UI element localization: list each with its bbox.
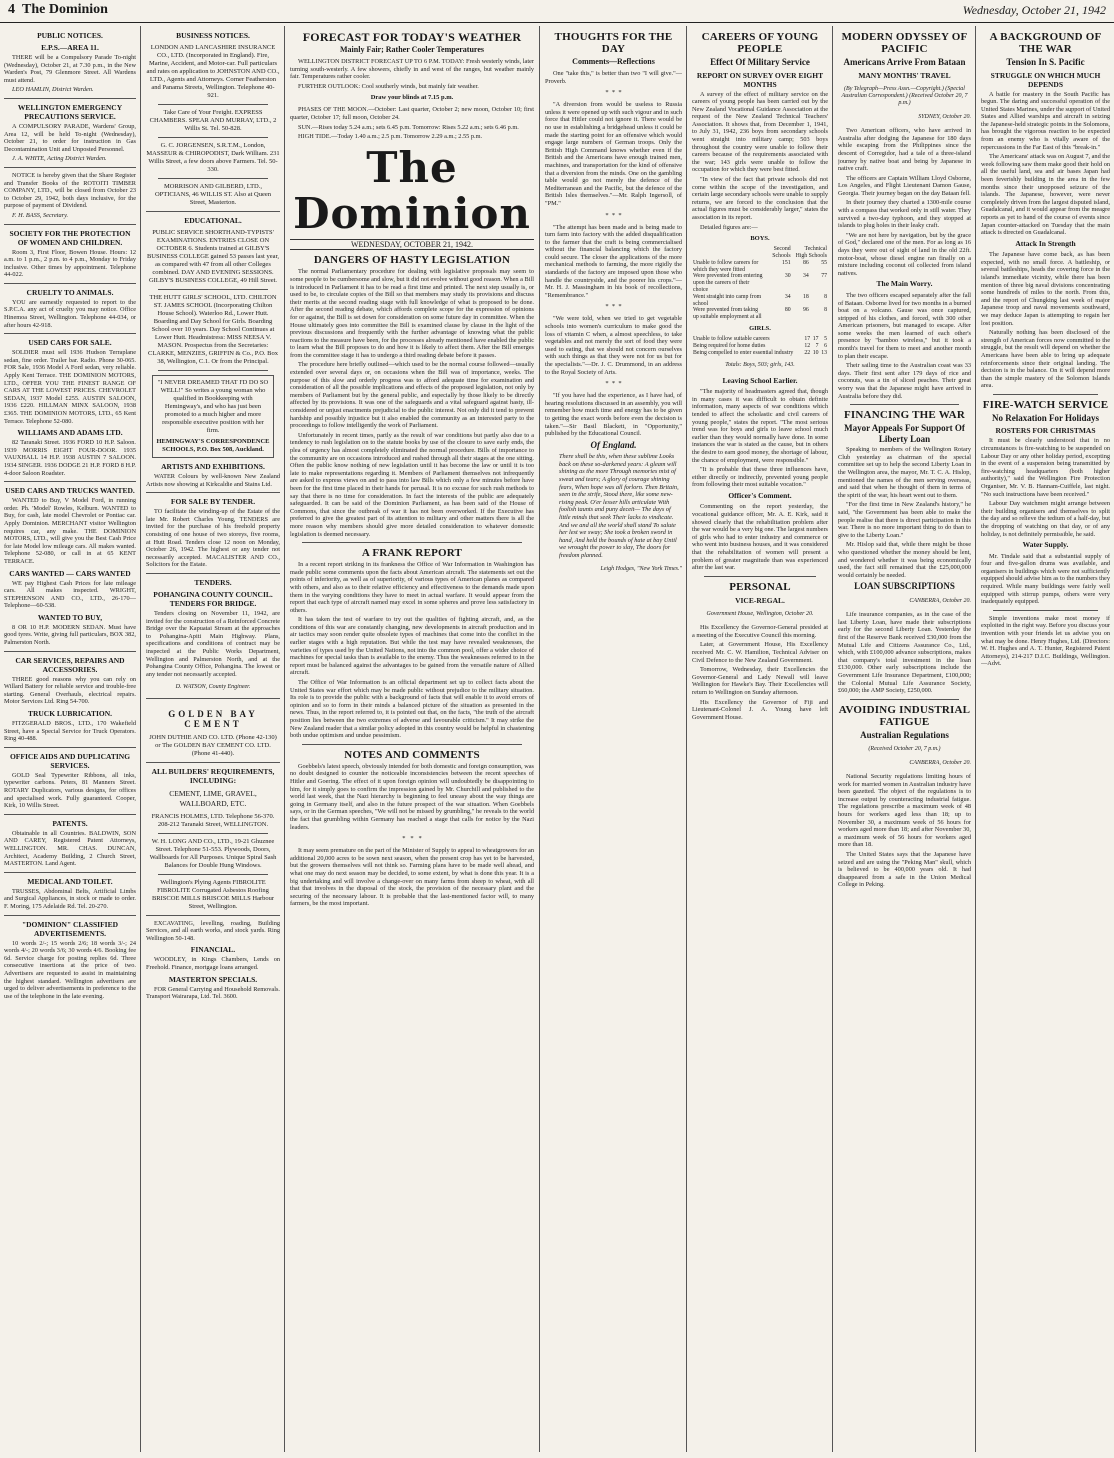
careers-subheading: Effect Of Military Service <box>710 57 810 67</box>
background-subheading: STRUGGLE ON WHICH MUCH DEPENDS <box>990 70 1101 89</box>
ad-box <box>152 375 274 458</box>
thought-item: "We were told, when we tried to get vegetable schools into women's curriculum to make good the loss of vitamin C when, a almost speechless, to take vegetables and not merely the sort of food they were used to eating, that we should not concern ourselves with such things as that they were not for us but for the specialists."—Dr. J. C. Drummond, in an address to the Royal Society of Arts. <box>545 315 682 376</box>
article-paragraph: "We are not here by navigation, but by the grace of God," declared one of the men. For as long as 16 days they were out of sight of land in the old 22ft. motor-boat, whose diesel engine ran finally on a mixture including coconut oil collected from island natives. <box>838 231 971 277</box>
section-heading: TRUCK LUBRICATION. <box>27 709 113 719</box>
leader-paragraph: It has taken the test of warfare to try out the qualities of fighting aircraft, and, as the conditions of this war are constantly changing, new developments in aircraft production and in air tactics may soon render quite obsolete types of machines that come into the conflict in the earlier stages with a high reputation. But while the test may have revealed weaknesses, the varieties of types used by the United Nations, not into the common pool, offer a wider choice of machines for special tasks than is available to the enemy. Thus the weaknesses referred to in the report must be balanced against the advantages to be gained from the versatile nature of Allied aircraft. <box>290 616 534 677</box>
column-rule <box>832 26 833 1452</box>
fire-watch-subheading: No Relaxation For Holidays <box>991 412 1100 423</box>
ad-title: CARS WANTED — CARS WANTED <box>9 568 131 578</box>
fire-watch-heading: FIRE-WATCH SERVICE <box>982 398 1109 411</box>
column-background <box>981 28 1110 1450</box>
column-careers <box>692 28 828 1450</box>
ad-body: WE pay Highest Cash Prices for late mileage cars. All makes inspected. WRIGHT, STEPHENSON AND CO., LTD., 26-170—Telephone—60-538. <box>4 579 136 610</box>
article-paragraph: The Americans' attack was on August 7, and the week following saw them make good their hold on all the useful land, sea and air bases Japan had been feverishly building in the area in the few months since their unopposed seizure of the islands. The Japanese, however, were never completely driven from the largest disputed island, Guadalcanal, and it would appear from the meagre reports as yet to hand of the course of events since Japan counter-attacked on Tuesday that the main attack is directed on Guadalcanal. <box>981 153 1110 237</box>
notes-heading: NOTES AND COMMENTS <box>344 748 480 761</box>
ad-body: THREE good reasons why you can rely on Willard Battery for reliable service and trouble-free starting. General Overhauls, electrical repairs. Motor Services Ltd. Ring 54-700. <box>4 675 136 706</box>
article-paragraph: Speaking to members of the Wellington Rotary Club yesterday as chairman of the special committee set up to help the second Liberty Loan in the Wellington area, the mayor, Mr. T. C. A. Hislop, mentioned the names of the men serving overseas, and said that when he thought of them in terms of the spirit of the war, his heart went out to them. <box>838 446 971 499</box>
ad-body: W. H. LONG AND CO., LTD., 19-21 Ghuznee Street. Telephone 51-553. Plywoods, Doors, Wallboards for All Purposes. Unique Spiral Sash Balances for Double Hung Windows. <box>149 837 277 869</box>
notice-body: NOTICE is hereby given that the Share Register and Transfer Books of the ROTOITI TIMBER COMPANY, LTD., will be closed from October 23 to October 29, 1942, both days inclusive, for the purpose of payment of Dividend. <box>4 171 136 210</box>
section-divider-stars: * * * <box>605 380 622 388</box>
notes-paragraph: Goebbels's latest speech, obviously intended for both domestic and foreign consumption, was no doubt designed to counter the noticeable inconsistencies between the recent speeches of Hitler and Goering. The effect of it upon foreign opinion will undoubtedly be disappointing to him, for it simply goes to confirm the impression gained by Mr. Churchill and published to the world last week, that the Nazi hierarchy is beginning to feel uneasy about the way things are going in Germany itself, and also in the future prospect of the war situation. When Goebbels says, or in the German speeches, "We will not be missed by grumbling," he reveals to the world the fact that grumbling within Germany has reached a stage that calls for notice by the Nazi leaders. <box>290 762 534 831</box>
section-divider-stars: * * * <box>605 89 622 97</box>
ad-body: PUBLIC SERVICE SHORTHAND-TYPISTS' EXAMINATIONS. ENTRIES CLOSE ON OCTOBER 6. Students trained at GILBY'S BUSINESS COLLEGE gained 53 passes last year, as compared with 47 from all other Colleges combined. DAY AND EVENING SESSIONS. GILBY'S BUSINESS COLLEGE, 49 Hill Street. <box>146 229 280 284</box>
ad-body: Wellington's Plying Agents FIBROLITE FIBROLITE Corrugated Asbestos Roofing BRISCOE MILLS BRISCOE MILLS Harbour Street, Wellington. <box>151 878 275 910</box>
article-paragraph: The United States says that the Japanese have seized and are using the "Peking Man" skull, which is believed to be 400,000 years old. It had disappeared from a safe in the Union Medical College in Peking. <box>838 851 971 889</box>
table-row: Unable to follow careers for which they were fitted 151 86 55 <box>693 259 827 273</box>
ad-body: LONDON AND LANCASHIRE INSURANCE CO., LTD. (Incorporated in England). Fire, Marine, Accident, and Motor-car. Full particulars and rates on application to JOHNSTON AND CO., LTD., Agents and Attorneys. Corner Featherston and Panama Streets, Wellington. Telephone 40-921. <box>146 44 280 99</box>
ad-body: TO facilitate the winding-up of the Estate of the late Mr. Robert Charles Young, TENDERS are invited for the purchase of his freehold property consisting of one house of two storeys, five rooms, at Hutt Road. Tenders close 12 noon on Monday, October 26, 1942. The highest or any tender not necessarily accepted. MACALISTER AND CO., Solicitors for the Estate. <box>146 508 280 569</box>
table-row: Were prevented from entering upon the careers of their choice 30 34 77 <box>693 273 827 293</box>
section-heading: CAR SERVICES, REPAIRS AND ACCESSORIES. <box>15 655 125 674</box>
article-paragraph: "It is probable that these three influences have, either directly or indirectly, prevented young people from following their most suitable vocation." <box>692 466 828 489</box>
article-paragraph: "In view of the fact that private schools did not come within the scope of the investigation, and certain large secondary schools were unable to supply returns, we are forced to the conclusion that the actual figures must be considerably larger," states the association in its report. <box>692 176 828 221</box>
ad-body: CEMENT, LIME, GRAVEL, WALLBOARD, ETC. <box>169 788 257 808</box>
section-divider-stars: * * * <box>605 211 622 219</box>
personal-heading: PERSONAL <box>729 580 791 593</box>
table-header: Technical High Schools <box>795 246 827 259</box>
article-paragraph: Life insurance companies, as in the case of the last Liberty Loan, have made their subscriptions early for the second Liberty Loan. Yesterday the first of the Reserve Bank received £30,000 from the Mutual Life and Citizens Assurance Co., Ltd., which, with £100,000 advance subscriptions, makes that company's total investment in the loan £130,000. Other early subscriptions include the Government Life Insurance Department, £100,000; the Colonial Mutual Life Assurance Society, £60,000; the AMP Society, £250,000. <box>838 611 971 695</box>
ad-title: WANTED TO BUY, <box>37 612 103 622</box>
article-subheading: Officer's Comment. <box>728 490 792 500</box>
leader-paragraph: The Office of War Information is an official department set up to collect facts about the United States war effort which may be made public without prejudice to the military situation. Its role is to provide the public with a background of facts that will enable it to avoid errors of opinion and so to form in their minds a balanced picture of the situation as presented in the news. Thus, in the report referred to, it is pointed out that, on the facts, "the truth of the aircraft position lies between the two extremes of adverse and favourable criticism." It may strike the New Zealand reader that a similar policy adopted in this country would be helpful in chastening both undue optimism and undue pessimism. <box>290 679 534 740</box>
column-editorial <box>290 28 534 1450</box>
ad-title: POHANGINA COUNTY COUNCIL. TENDERS FOR BRIDGE. <box>153 589 273 608</box>
thought-item: "A diversion from would be useless to Russia unless it were opened up with such vigour and in such force that Hitler could not ignore it. There would be no use in establishing a bridgehead unless it could be made the starting point for an offensive which would engage large numbers of German troops. Only the British High Command knows whether even if the British and the Americans have enough trained men, machines, and transportation for the kind of offensive that a diversion from the minds. One on the gambling table would go not merely the defence of the Mediterranean and the Pacific, but the defence of the British Isles themselves."—Mr. Ralph Ingersoll, of "PM." <box>545 101 682 207</box>
section-heading: EDUCATIONAL. <box>184 216 242 225</box>
section-heading: MASTERTON SPECIALS. <box>168 974 258 984</box>
table-totals: Totals: Boys, 503; girls, 143. <box>725 362 795 369</box>
section-heading: TENDERS. <box>194 577 232 587</box>
page-masthead <box>0 0 1114 23</box>
table-title: BOYS. <box>750 235 770 243</box>
leader-paragraph: In a recent report striking in its frankness the Office of War Information in Washington has made public some comments upon the facts about American aircraft. The statements set out the points of inferiority, as well as of superiority, of various types of American planes as compared with others, and also as to their relative efficiency and effectiveness to the demands made upon them in the varying conditions they have to meet in actual warfare. It would appear from the report that each type of aircraft named may excel in some spheres and prove less satisfactory in others. <box>290 561 534 614</box>
dateline: SYDNEY, October 20. <box>918 113 971 120</box>
avoid-subheading: Australian Regulations <box>860 729 949 740</box>
vice-regal-heading: VICE-REGAL. <box>735 595 785 605</box>
article-paragraph: The Japanese have come back, as has been expected, with no small force. A battleship, or several battleships, heads the covering force in the island's immediate vicinity, while there has been mention of three big naval divisions concentrating some hundreds of miles to the north. From this, and the report of Chungking last week of major Japanese troop and naval movements southward, we may deduce Japan is attempting to regain her lost position. <box>981 251 1110 327</box>
blinds-notice: Draw your blinds at 7.15 p.m. <box>370 94 454 102</box>
ad-body: 8 OR 10 H.P. MODERN SEDAN. Must have good tyres. Write, giving full particulars, BOX 382, Palmerston North. <box>4 623 136 647</box>
ad-body: MORRISON AND GILBERD, LTD., OPTICIANS, 46 WILLIS ST. Also at Queen Street, Masterton. <box>154 183 272 206</box>
careers-subheading: REPORT ON SURVEY OVER EIGHT MONTHS <box>696 70 824 89</box>
column-rule <box>140 26 141 1452</box>
article-paragraph: Their sailing time to the Australian coast was 33 days. Their first sent after 179 days of rice and coconuts, was a tin of sliced peaches. Their great worry was that the Japanese might have arrived in Australia before they did. <box>838 362 971 400</box>
press-credit: (By Telegraph—Press Assn.—Copyright.) (Special Australian Correspondent.) (Received October 20, 7 p.m.) <box>841 85 968 107</box>
ad-body: GOLD Seal Typewriter Ribbons, all inks, typewriter carbons. Peters, 81 Manners Street. ROTARY Duplicators, various designs, for offices and specialised work. Fully guaranteed. Cooper, Kirk, 10 Willis Street. <box>4 771 136 810</box>
notice-signature: LEO HAMLIN, District Warden. <box>12 86 94 94</box>
weather-outlook: FURTHER OUTLOOK: Cool southerly winds, but mainly fair weather. <box>298 82 479 90</box>
section-heading: BUSINESS NOTICES. <box>176 31 250 40</box>
thought-item: "If you have had the experience, as I have had, of hearing resolutions discussed in an assembly, you will remember how much time and energy has to be given to getting the exact words before even the decision is taken."—Sir Basil Blackett, in "Opportunity," published by the Educational Council. <box>545 392 682 438</box>
page-number-and-title: 4 The Dominion <box>8 2 108 17</box>
ad-body: Take Care of Your Freight. EXPRESS CHAMBERS. SPEAR AND MURRAY, LTD., 2 Willis St. Tel. 50-828. <box>149 109 277 132</box>
avoid-heading: AVOIDING INDUSTRIAL FATIGUE <box>838 703 971 728</box>
article-paragraph: National Security regulations limiting hours of work for married women in Australian industry have been gazetted. The object of the regulations is to increase output by counteracting industrial fatigue. The regulations prescribe a maximum week of 48 hours for workers aged less than 18; up to November 30, a maximum week of 56 hours for workers aged more than 18; and after November 30, a maximum week of 56 hours for workers aged more than 18. <box>838 773 971 849</box>
section-heading: USED CARS AND TRUCKS WANTED. <box>5 486 135 496</box>
notice-signature: F. H. BASS, Secretary. <box>12 211 69 219</box>
careers-table-girls <box>692 336 828 356</box>
table-row: Being required for home duties 12 7 6 <box>693 342 827 349</box>
thoughts-heading: THOUGHTS FOR THE DAY <box>554 31 673 55</box>
leader-heading: DANGERS OF HASTY LEGISLATION <box>313 254 511 267</box>
ad-body: FOR General Carrying and Household Removals. Transport Wairarapa, Ltd. Tel. 3600. <box>146 985 280 1001</box>
notice-body: THERE will be a Compulsory Parade To-night (Wednesday), October 21, at 7.30 p.m., in the New Warden's Post, 79 Glenmore Street. All Wardens must attend. <box>4 54 136 84</box>
table-row: Unable to follow suitable careers 17 17 5 <box>693 335 827 342</box>
article-paragraph: "For the first time in New Zealand's history," he said, "the Government has been able to make the people realise that there is direct participation in this war. There is no more important thing to do than to give to the Liberty Loan." <box>838 501 971 539</box>
ad-body: "I NEVER DREAMED THAT I'D DO SO WELL!" So writes a young woman who qualified in Bookkeeping with Hemingway's, and who has just been promoted to a much higher and more responsible executive position with her firm. <box>157 379 269 434</box>
thoughts-subheading: Comments—Reflections <box>572 57 655 66</box>
section-divider-stars: * * * <box>402 835 422 843</box>
section-heading: "DOMINION" CLASSIFIED ADVERTISEMENTS. <box>21 919 119 938</box>
thought-item: "The attempt has been made and is being made to turn farm into factory with the added disqualification to the farmer that the craft is being commercialised without the financial balancing which the factory could secure. The closer the applications of the more mechanical methods to farming, the more rigidly the standards of the factory are imposed upon those who handle the countryside, and the poorer his crops."—Mr. H. J. Massingham in his book of recollections, "Remembrance." <box>545 223 682 299</box>
page-date: Wednesday, October 21, 1942 <box>962 3 1106 17</box>
fire-watch-subheading: ROSTERS FOR CHRISTMAS <box>995 426 1096 436</box>
background-heading: A BACKGROUND OF THE WAR <box>989 31 1102 55</box>
notice-signature: J. A. WHITE, Acting District Warden. <box>12 155 107 163</box>
section-heading: MEDICAL AND TOILET. <box>27 876 113 886</box>
column-rule <box>284 26 285 1452</box>
ad-body: SOLDIER must sell 1936 Hudson Terraplane sedan, fine order. Trailer bar. Radio. Phone 30-065. FOR Sale, 1936 Model A Ford sedan, very reliable. Apply Kent Terrace. THE DOMINION MOTORS, LTD., OFFER YOU THE FINEST RANGE OF CARS AT THE LOWEST PRICES. CHEVROLET SEDAN, 1937 Model £255. AUSTIN SALOON, 1936 £220. HILLMAN MINX SALOON, 1938 £365. THE DOMINION MOTORS, LTD., 65 Kent Terrace. Telephone 52-080. <box>4 349 136 425</box>
section-heading: OFFICE AIDS AND DUPLICATING SERVICES. <box>9 751 131 770</box>
weather-subheading: Mainly Fair; Rather Cooler Temperatures <box>340 45 484 54</box>
sun-times: SUN.—Rises today 5.24 a.m.; sets 6.45 p.m. Tomorrow: Rises 5.22 a.m.; sets 6.46 p.m. <box>298 123 519 131</box>
notice-body: A COMPULSORY PARADE, Wardens' Group, Area 12, will be held To-night (Wednesday), October 21, to order for instruction in Gas Decontamination Unit and Unposted Personnel. <box>4 122 136 153</box>
ad-body: THE HUTT GIRLS' SCHOOL, LTD. CHILTON ST. JAMES SCHOOL (Incorporating Chilton House School). Waterloo Rd., Lower Hutt. Boarding and Day School for Girls. Boarding School over 10 years. Day School Continues at Lower Hutt. Headmistress: MISS NEESA V. MASON. Prospectus from the Secretaries: CLARKE, MENZIES, GRIFFIN & Co., P.O. Box 38, Wellington, C.1. Or from the Principal. <box>147 294 278 365</box>
ad-body: 82 Taranaki Street. 1936 FORD 10 H.P. Saloon. 1939 MORRIS EIGHT FOUR-DOOR. 1935 VAUXHALL 14 H.P. 1938 AUSTIN 7 SALOON. 1934 SINGER. 1936 DODGE 21 H.P. FORD 8 H.P. 4-door Saloon Roadster. <box>4 439 136 477</box>
ad-title: ALL BUILDERS' REQUIREMENTS, INCLUDING: <box>151 766 275 785</box>
ad-body: Obtainable in all Countries. BALDWIN, SON AND CAREY, Registered Patent Attorneys, WELLINGTON. MR. CHAS. DUNCAN, Architect, Academy Building, 2 Church Street, MASTERTON. Land Agent. <box>4 829 136 868</box>
column-odyssey <box>838 28 971 1450</box>
article-paragraph: His Excellency the Governor of Fiji and Lieutenant-Colonel J. A. Young have left Government House. <box>692 698 828 721</box>
ad-title: GOLDEN BAY CEMENT <box>168 708 258 730</box>
tide-times: HIGH TIDE.—Today 1.40 a.m.; 2.5 p.m. Tomorrow 2.29 a.m.; 2.55 p.m. <box>298 133 483 141</box>
article-paragraph: Commenting on the report yesterday, the vocational guidance officer, Mr. A. E. Kirk, said it showed clearly that the rehabilitation problem after the war would be a very big one. The largest numbers of girls who had to enter industry and commerce or who went into business houses, and it was considered that the rehabilitation of women will present a problem of greater magnitude than was experienced after the last war. <box>692 503 828 572</box>
table-header: Second Schools <box>772 246 791 259</box>
careers-table-boys <box>692 246 828 321</box>
table-row: Being compelled to enter essential industry 22 10 13 <box>693 349 827 356</box>
section-heading: FINANCIAL. <box>190 945 236 955</box>
ad-title: HEMINGWAY'S CORRESPONDENCE SCHOOLS, P.O. Box 508, Auckland. <box>156 438 270 453</box>
careers-heading: CAREERS OF YOUNG PEOPLE <box>701 31 819 55</box>
section-heading: USED CARS FOR SALE. <box>28 338 112 348</box>
ad-body: FRANCIS HOLMES, LTD. Telephone 56-370. 208-212 Taranaki Street, WELLINGTON. <box>151 812 275 828</box>
ad-body: WANTED to Buy, V Model Ford, in running order. Ph. 'Model' Rowles, Kelburn. WANTED to Buy, for cash, late model Chevrolet or Pontiac car. Apply Dominion. MERCHANT visitor Wellington requires car, any make. THE DOMINION MOTORS, LTD., will give you the Best Cash Price for late Model low mileage cars. All makes wanted. Telephone 52-080, or call in at 65 KENT TERRACE. <box>4 497 136 565</box>
dateline: CANBERRA, October 20. <box>909 759 971 766</box>
article-subheading: The Main Worry. <box>876 279 933 289</box>
article-paragraph: It must be clearly understood that in no circumstances is fire-watching to be suspended on Labour Day or any other holiday period, excepting in the event of a suspension being transmitted by fire-watching headquarters (both higher authority)," said the Wellington Fire Protection Organiser, Mr. V. B. Hannam-Cuiffele, last night. "No such instructions have been received." <box>981 437 1110 498</box>
leader-heading: A FRANK REPORT <box>361 547 463 560</box>
press-credit: (Received October 20, 7 p.m.) <box>868 746 941 753</box>
ad-body: G. C. JORGENSEN, S.R.T.M., London, MASSEUR & CHIROPODIST, Dark William. 231 Willis Street, a few doors above Farmers. Tel. 50-330. <box>146 142 280 173</box>
loan-heading: LOAN SUBSCRIPTIONS <box>854 581 955 592</box>
dateline: CANBERRA, October 20. <box>909 597 971 604</box>
ad-body: EXCAVATING, levelling, roading, Building Services, and all earth works, and stock yards. Ring Wellington 50-148. <box>146 919 280 942</box>
article-paragraph: The two officers escaped separately after the fall of Bataan. Osborne lived for two months in a burned boat on a volcano. Gause was once captured, stripped of his clothes, and forced, with 300 other American prisoners, but managed to escape. After some weeks the men learned of each other's presence by "bamboo wireless," but it took a month's travel for them to meet and another month to plan their escape. <box>838 291 971 360</box>
moon-phases: PHASES OF THE MOON.—October: Last quarter, October 2; new moon, October 10; first quarter, October 17; full moon, October 24. <box>290 106 534 121</box>
article-paragraph: Two American officers, who have arrived in Australia after dodging the Japanese for 180 days while escaping from the Philippines since the descent of Corregidor, had a tale of a three-island journey by native boat and being by Japanese in native craft. <box>838 127 971 173</box>
column-rule <box>686 26 687 1452</box>
notice-body: Room 3, First Floor, Bowen House. Hours: 12 a.m. to 1 p.m., 2 p.m. to 4 p.m., Monday to Friday inclusive. Other times by appointment. Telephone 44-022. <box>4 248 136 279</box>
ad-body: FITZGERALD BROS., LTD., 170 Wakefield Street, have a Special Service for Truck Operators. Ring 40-488. <box>4 720 136 743</box>
ad-body: WOODLEY, in Kings Chambers, Lends on Freehold. Finance, mortgage loans arranged. <box>146 956 280 972</box>
table-title: GIRLS. <box>749 324 771 332</box>
notice-body: YOU are earnestly requested to report to the S.P.C.A. any act of cruelty you may notice. Office Hinemoa Street, Wellington. Telephone 44-034, or after hours 42-918. <box>4 298 136 329</box>
leader-paragraph: The procedure here briefly outlined—which used to be the normal course followed—usually extended over several days or, on occasions when the Bill was of importance, weeks. The purpose of this slow and orderly progress was to afford adequate time for examination and consideration of all the possible implications and effects of the proposed legislation, not only by members of Parliament but by the general public, and especially by those likely to be directly affected by its provisions. It was one of the safeguards and a vital safeguard against hasty, ill-considered or unjust enactments prejudicial to the public interest. Not only did it tend to prevent hardship and possibly injustice but it also enabled the community as an interested party to the proceedings to follow intelligently the work of Parliament. <box>290 361 534 430</box>
article-paragraph: A survey of the effect of military service on the careers of young people has been carried out by the New Zealand Vocational Guidance Association at the request of the New Zealand Technical Teachers' Association. It shows that, from December 1, 1941, to July 31, 1942, 236 boys from secondary schools went straight into military camp; 503 boys throughout the country were unable to follow their careers because of the requirements associated with the war; 143 girls were unable to follow the occupation for which they were best fitted. <box>692 90 828 174</box>
article-subheading: Attack In Strength <box>1015 238 1076 248</box>
notes-paragraph: It may seem premature on the part of the Minister of Supply to appeal to wheatgrowers for an additional 20,000 acres to be sown next season, when the present crop has yet to be harvested, but the growers themselves will not think so. Farming plans have to be made well ahead, and what one may do next season may be decided, to some extent, by what is done this year. It is a big undertaking and will involve a change-over on many farms from sheep to wheat, with all that that involves in the disposal of the stock, the provision of the necessary plant and the securing of the necessary labour. It is probable that the last-mentioned factor will, to many farmers, be the most important. <box>290 847 534 908</box>
ad-body: WATER Colours by well-known New Zealand Artists now showing at Kirkcaldie and Stains Ltd. <box>146 473 280 488</box>
finance-subheading: Mayor Appeals For Support Of Liberty Loan <box>844 423 965 444</box>
article-paragraph: Later, at Government House, His Excellency received Mr. C. W. Hamilton, Technical Adviser on Civil Defence to the New Zealand Government. <box>692 641 828 664</box>
poem-author: Leigh Hodges, "New York Times." <box>600 565 682 572</box>
article-paragraph: In their journey they charted a 1300-mile course with a compass that worked only in still water. They survived a two-day typhoon, and they stopped at islands to plug holes in their leaky craft. <box>838 199 971 230</box>
ad-title: WILLIAMS AND ADAMS LTD. <box>17 428 123 438</box>
poem-title: Of England. <box>590 439 637 450</box>
nameplate-date: WEDNESDAY, OCTOBER 21, 1942. <box>290 239 534 251</box>
column-business-notices <box>146 28 280 1450</box>
article-paragraph: The officers are Captain William Lloyd Osborne, Los Angeles, and Flight Lieutenant Damon Gause, Georgia. Their journey began on the day Bataan fell. <box>838 174 971 197</box>
section-heading: FOR SALE BY TENDER. <box>170 497 256 507</box>
article-subheading: Water Supply. <box>1022 540 1069 550</box>
ad-body: TRUSSES, Abdominal Belts, Artificial Limbs and Surgical Appliances, in stock or made to order. F. Moring, 175 Adelaide Rd. Tel. 20-270. <box>4 887 136 910</box>
ad-body: 10 words 2/-; 15 words 2/6; 18 words 3/-; 24 words 4/-; 20 words 3/6; 30 words 4/6. Booking fee 6d. Service charge for posting replies 6d. Three consecutive insertions at the price of two. Advertisers are requested to assist in maintaining the highest standard. Wellington advertisers are urged to deliver advertisements in preference to the use of the telephone in the late evening. <box>4 939 136 1000</box>
ad-body: JOHN DUTHIE AND CO. LTD. (Phone 42-130) or The GOLDEN BAY CEMENT CO. LTD. (Phone 41-440). <box>149 733 277 757</box>
table-header-row <box>692 246 828 260</box>
ad-signature: D. WATSON, County Engineer. <box>175 684 251 691</box>
leader-paragraph: The normal Parliamentary procedure for dealing with legislative proposals may seem to some people to be cumbersome and slow, but it did not evolve without good reason. When a Bill is introduced in Parliament it has to be read a first time and printed. The next step usually is, or used to be, to circulate copies of the Bill so that members may study its provisions and discuss their merits at the second reading stage with full knowledge of what is proposed to be done. After the second reading debate, which affords complete scope for the expression of opinions for or against, the Bill is set down for consideration on some future day in committee. When the House ultimately goes into committee the Bill is examined clause by clause in the light of the previous discussions and frequently with the further advantage of knowing what the public reactions to the measure have been, for the processes already mentioned have enabled the public to learn what the Bill proposes to do and how it is likely to affect them. After the Bill emerges from the committee stage it has to undergo a third reading debate before it passes. <box>290 268 534 359</box>
article-subheading: Leaving School Earlier. <box>722 375 798 385</box>
notice-title: E.P.S.—AREA 11. <box>41 43 99 52</box>
weather-heading: FORECAST FOR TODAY'S WEATHER <box>302 30 522 44</box>
background-subheading: Tension In S. Pacific <box>1006 57 1085 67</box>
article-paragraph: "The majority of headmasters agreed that, though in many cases it was difficult to obtain definite information, many aspects of war conditions which tended to affect the scholastic and civil careers of young people," states the report. "The most serious trend was for boys and girls to leave school much earlier than they would normally have done. In some instances the war is stated as the cause, but in others the desire to earn good money, the shortage of labour, the chance of employment, were responsible." <box>692 388 828 464</box>
poem-body: There shall be this, when these sublime Looks back on these so-darkened years: A gleam will shining as the more Through memories mist of sweat and tears; A glory of courage shining fears, When hope was all forlorn. Then Britain, seen in the strife, Stood there, like some new-rising peak. O'er lesser hills articulate With foolish taunts and puny deceit— The days of little minds that seek Their lacks to vindicate. And we and all the world shall stand To salute her lest we sway; She took a broken sword in hand, And held the bounds of hate at bay Until we wrought the power to slay, The doors for freedom planned. <box>559 453 679 559</box>
article-paragraph: Mr. Hislop said that, while there might be those who questioned whether the money should be lent, and wondered whether it was being economically used, the fact still remained that the £25,000,000 would certainly be needed. <box>838 541 971 579</box>
notice-title: WELLINGTON EMERGENCY PRECAUTIONS SERVICE. <box>17 102 123 121</box>
odyssey-heading: MODERN ODYSSEY OF PACIFIC <box>841 31 968 55</box>
column-rule <box>539 26 540 1452</box>
newspaper-nameplate: The Dominion <box>293 142 531 238</box>
article-paragraph: Labour Day watchmen might arrange between their building organisers and themselves to split the day and so relieve the tedium of a half-day, but the dropping of watching on that day, or of any holiday, is not definitely permissible, he said. <box>981 500 1110 538</box>
table-row: Were prevented from taking up suitable employment at all 80 96 8 <box>693 307 827 321</box>
finance-heading: FINANCING THE WAR <box>844 409 965 422</box>
section-heading: PATENTS. <box>52 818 88 828</box>
notice-title: SOCIETY FOR THE PROTECTION OF WOMEN AND CHILDREN. <box>9 228 131 247</box>
odyssey-subheading: Americans Arrive From Bataan <box>843 57 966 67</box>
thought-item: One "take this," is better than two "I will give."—Proverb. <box>545 70 682 85</box>
section-heading: ARTISTS AND EXHIBITIONS. <box>161 462 265 471</box>
article-paragraph: Mr. Tindale said that a substantial supply of four and five-gallon drums was available, and organisers in buildings which were not sufficiently equipped should advise him as to the numbers they required. While many buildings were fairly well equipped with stirrup pumps, others were very inadequately equipped. <box>981 552 1110 606</box>
advertisement-paragraph: Simple inventions make most money if exploited in the right way. Before you discuss your invention with your friends let us advise you on what may be done. Henry Hughes, Ltd. (Directors: W. H. Hughes and A. T. Hunter, Registered Patent Attorneys), 214-217 D.I.C. Buildings, Wellington.—Advt. <box>981 614 1110 668</box>
odyssey-subheading: MANY MONTHS' TRAVEL <box>858 70 951 80</box>
column-public-notices <box>4 28 136 1450</box>
article-paragraph: Naturally nothing has been disclosed of the strength of American forces now committed to the struggle, but the result will depend on whether the Americans have been able to bring up adequate reinforcements since their original landing. The decision is in the balance. On it will depend more than the simple mastery of the Solomon Islands area. <box>981 329 1110 390</box>
article-paragraph: His Excellency the Governor-General presided at a meeting of the Executive Council this morning. <box>692 624 828 639</box>
article-paragraph: Tomorrow, Wednesday, their Excellencies the Governor-General and Lady Newall will leave Wellington for Hawke's Bay. Their Excellencies will return to Wellington on Sunday afternoon. <box>692 666 828 696</box>
ad-body: Tenders closing on November 11, 1942, are invited for the construction of a Reinforced Concrete Bridge over the Kapuatai Stream at the approaches to Pohangina-Apiti Main Highway. Plans, specifications and conditions of contract may be inspected at the Public Works Department, Wellington and Palmerston North, and at the Pohangina County Office, Pohangina. The lowest or any tender not necessarily accepted. <box>146 609 280 678</box>
article-paragraph: A battle for mastery in the South Pacific has begun. The daring and successful operation of the United States Marines, under the support of United States and Allied warships and aircraft in seizing the Japanese-held strategic points in the Solomons, has brought the vigorous reaction to be expected from an enemy who is vitally aware of the repercussions in the Far East of this "break-in." <box>981 90 1110 151</box>
dateline: Government House, Wellington, October 20. <box>706 610 814 617</box>
notice-title: CRUELTY TO ANIMALS. <box>26 287 114 297</box>
weather-forecast: WELLINGTON DISTRICT FORECAST UP TO 6 P.M. TODAY: Fresh westerly winds, later turning south-westerly. A few showers, chiefly in and west of the ranges, but weather mainly fair. Temperatures rather cooler. <box>290 58 534 81</box>
section-heading: PUBLIC NOTICES. <box>37 31 103 40</box>
article-paragraph: Detailed figures are:— <box>700 223 758 231</box>
column-thoughts <box>545 28 682 1450</box>
table-row: Went straight into camp from school 34 18 8 <box>693 293 827 307</box>
leader-paragraph: Unfortunately in recent times, partly as the result of war conditions but partly also due to a tendency to rush legislation on to the statute books by use of the closure to save early ends, the plea of urgency has almost completely eliminated the normal procedure. Bills of importance to the community are on occasions introduced and rushed through all their stages at the one sitting. Often the public know nothing of new legislation until it has become the law or until it is too late to make representations regarding it. Members of Parliament themselves not infrequently are asked to express views on and to pass into law Bills which only a few minutes before have been for the first time placed in their hands for perusal. It is no excuse for such rush methods to say that there is no time for consideration. In fact the interests of the public are adequately safeguarded. It can be said of the Dominion Parliament, as has been said of the House of Commons, that since the outbreak of war it has not been overworked. If the Executive has preferred to give the greatest part of its attention to military and other matters there is all the more reason why members should give more detailed consideration to whatever domestic legislation is deemed necessary. <box>290 431 534 538</box>
section-divider-stars: * * * <box>605 303 622 311</box>
column-rule <box>975 26 976 1452</box>
